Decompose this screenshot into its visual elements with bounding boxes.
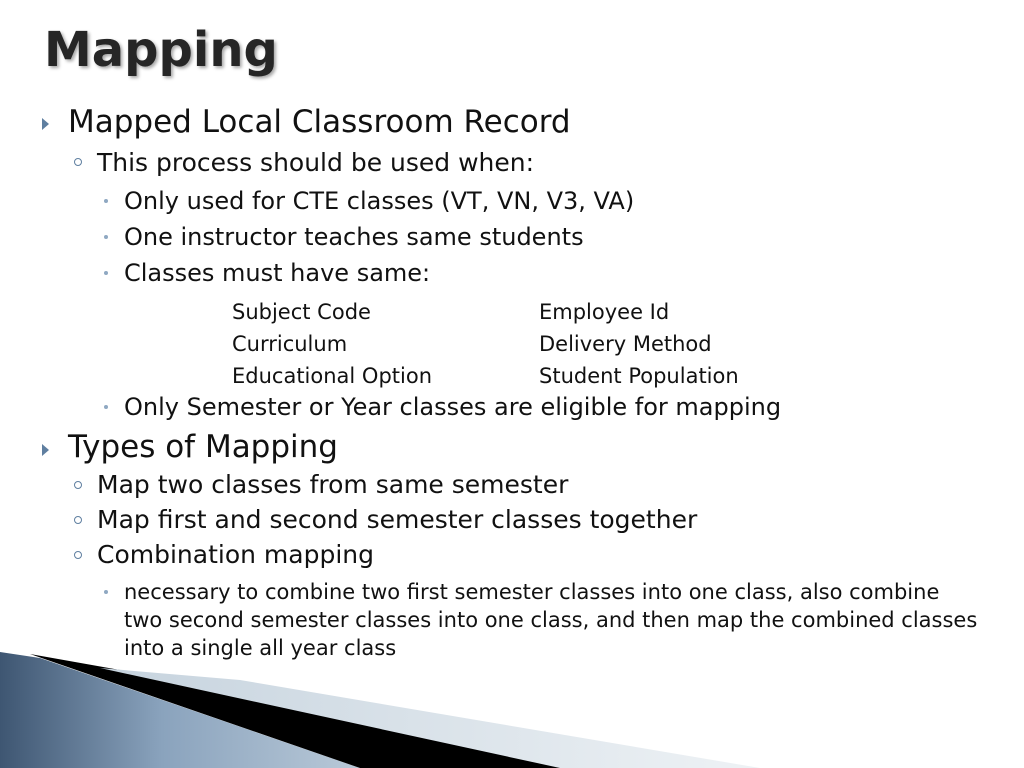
bullet-semester-year-eligible: Only Semester or Year classes are eligible for mapping — [124, 393, 782, 421]
table-cell: Delivery Method — [539, 332, 712, 356]
corner-decoration — [0, 640, 1024, 768]
triangle-bullet-icon — [42, 444, 49, 456]
bullet-classes-must-have-same: Classes must have same: — [124, 259, 431, 287]
bullet-types-of-mapping: Types of Mapping — [68, 429, 338, 465]
table-cell: Employee Id — [539, 300, 670, 324]
slide-title: Mapping — [44, 22, 278, 78]
triangle-bullet-icon — [42, 118, 49, 130]
bullet-combination-description: necessary to combine two first semester classes into one class, also combine two second semester classes into one class, and then map the combined classes into a single all year class — [124, 580, 978, 660]
table-cell: Student Population — [539, 364, 739, 388]
circle-bullet-icon — [74, 481, 82, 489]
bullet-one-instructor: One instructor teaches same students — [124, 223, 584, 251]
circle-bullet-icon — [74, 551, 82, 559]
bullet-map-first-second: Map first and second semester classes together — [97, 505, 698, 534]
circle-bullet-icon — [74, 516, 82, 524]
bullet-combination-mapping: Combination mapping — [97, 540, 374, 569]
circle-bullet-icon — [74, 158, 82, 166]
table-row — [232, 360, 792, 392]
bullet-mapped-local-classroom-record: Mapped Local Classroom Record — [68, 104, 571, 140]
dot-bullet-icon — [104, 199, 108, 203]
table-cell: Curriculum — [232, 332, 348, 356]
bullet-process-used-when: This process should be used when: — [97, 148, 535, 177]
dot-bullet-icon — [104, 590, 108, 594]
table-cell: Educational Option — [232, 364, 433, 388]
table-cell: Subject Code — [232, 300, 371, 324]
dot-bullet-icon — [104, 405, 108, 409]
dot-bullet-icon — [104, 235, 108, 239]
table-row — [232, 296, 792, 328]
bullet-map-two-classes: Map two classes from same semester — [97, 470, 569, 499]
same-fields-table — [232, 296, 792, 392]
bullet-cte-classes: Only used for CTE classes (VT, VN, V3, VA) — [124, 187, 635, 215]
dot-bullet-icon — [104, 271, 108, 275]
table-row — [232, 328, 792, 360]
